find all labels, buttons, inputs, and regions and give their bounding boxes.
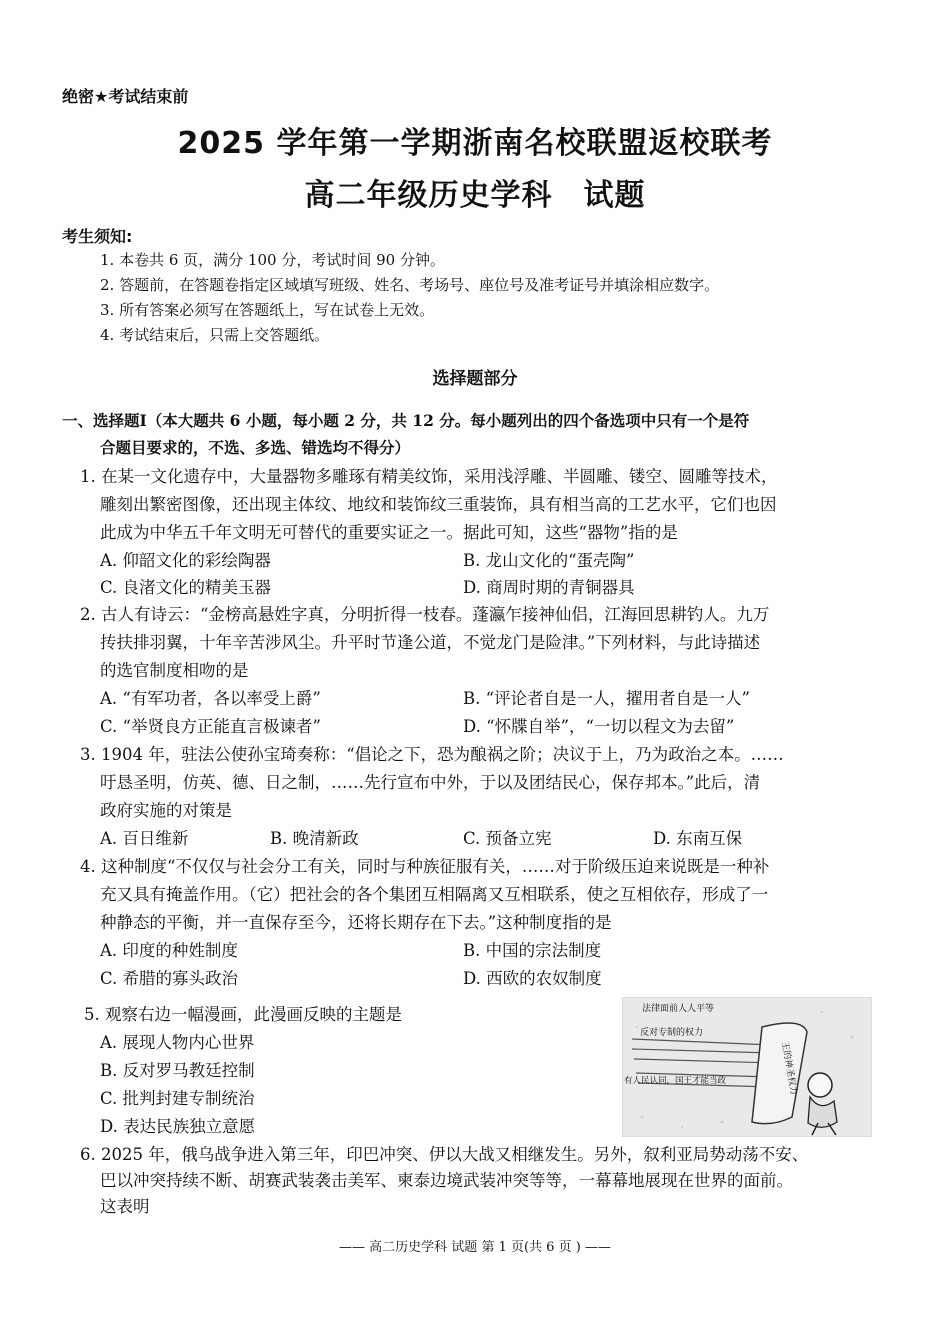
question-4-option-c[interactable]: C. 希腊的寡头政治 [100, 969, 239, 988]
cartoon-label-middle: 反对专制的权力 [640, 1028, 704, 1038]
question-4-text: 种静态的平衡，并一直保存至今，还将长期存在下去。”这种制度指的是 [100, 913, 612, 932]
confidential-label: 绝密★考试结束前 [62, 87, 189, 106]
question-2-text: 2. 古人有诗云：“金榜高悬姓字真，分明折得一枝春。蓬瀛乍接神仙侣，江海回思耕钓人。九万 [80, 605, 770, 624]
question-1-option-b[interactable]: B. 龙山文化的“蛋壳陶” [463, 551, 635, 570]
question-2-text: 抟扶排羽翼，十年辛苦涉风尘。升平时节逢公道，不觉龙门是险津。”下列材料，与此诗描述 [100, 633, 761, 652]
question-4-text: 充又具有掩盖作用。（它）把社会的各个集团互相隔离又互相联系，使之互相依存，形成了一 [100, 885, 769, 904]
question-5-option-c[interactable]: C. 批判封建专制统治 [100, 1089, 255, 1108]
page-footer: —— 高二历史学科 试题 第 1 页(共 6 页 ) —— [339, 1240, 611, 1255]
question-1-option-c[interactable]: C. 良渚文化的精美玉器 [100, 578, 272, 597]
question-4-option-d[interactable]: D. 西欧的农奴制度 [463, 969, 602, 988]
question-6-text: 6. 2025 年，俄乌战争进入第三年，印巴冲突、伊以大战又相继发生。另外，叙利亚局势动荡不安、 [80, 1145, 809, 1164]
question-5-text: 5. 观察右边一幅漫画，此漫画反映的主题是 [84, 1005, 402, 1024]
cartoon-image [622, 997, 872, 1137]
question-6-text: 这表明 [100, 1197, 150, 1216]
question-3-text: 政府实施的对策是 [100, 801, 232, 820]
part-heading-cont: 合题目要求的，不选、多选、错选均不得分） [100, 438, 411, 457]
question-1-text: 雕刻出繁密图像，还出现主体纹、地纹和装饰纹三重装饰，具有相当高的工艺水平，它们也因 [100, 495, 777, 514]
question-3-option-d[interactable]: D. 东南互保 [653, 829, 743, 848]
instruction-item: 2. 答题前，在答题卷指定区域填写班级、姓名、考场号、座位号及准考证号并填涂相应数字。 [100, 276, 720, 294]
cartoon-label-bottom: 有人民认同，国王才能当政 [624, 1076, 727, 1086]
exam-title: 2025 学年第一学期浙南名校联盟返校联考 [177, 126, 773, 161]
question-1-text: 1. 在某一文化遗存中，大量器物多雕琢有精美纹饰，采用浅浮雕、半圆雕、镂空、圆雕等技术， [80, 467, 778, 486]
question-5-option-b[interactable]: B. 反对罗马教廷控制 [100, 1061, 255, 1080]
question-3-text: 3. 1904 年，驻法公使孙宝琦奏称：“倡论之下，恐为酿祸之阶；决议于上，乃为政治之本。…… [80, 745, 784, 764]
question-2-option-a[interactable]: A. “有军功者，各以率受上爵” [100, 689, 321, 708]
question-2-option-b[interactable]: B. “评论者自是一人，擢用者自是一人” [463, 689, 750, 708]
cartoon-label-shield: 王的神圣权力 [779, 1040, 799, 1096]
question-3-option-c[interactable]: C. 预备立宪 [463, 829, 552, 848]
section-title: 选择题部分 [432, 369, 518, 389]
question-5-option-a[interactable]: A. 展现人物内心世界 [100, 1033, 255, 1052]
question-2-option-c[interactable]: C. “举贤良方正能直言极谏者” [100, 717, 321, 736]
question-2-option-d[interactable]: D. “怀牒自举”，“一切以程文为去留” [463, 717, 735, 736]
question-5-option-d[interactable]: D. 表达民族独立意愿 [100, 1117, 256, 1136]
question-4-option-b[interactable]: B. 中国的宗法制度 [463, 941, 602, 960]
instruction-item: 3. 所有答案必须写在答题纸上，写在试卷上无效。 [100, 301, 435, 319]
question-2-text: 的选官制度相吻的是 [100, 661, 249, 680]
part-heading: 一、选择题Ⅰ（本大题共 6 小题，每小题 2 分，共 12 分。每小题列出的四个备选项中只有一个是符 [62, 411, 750, 430]
instructions-heading: 考生须知: [62, 227, 133, 246]
question-3-text: 吁恳圣明，仿英、德、日之制，……先行宣布中外，于以及团结民心，保存邦本。”此后，清 [100, 773, 761, 792]
question-4-text: 4. 这种制度“不仅仅与社会分工有关，同时与种族征服有关，……对于阶级压迫来说既是一种补 [80, 857, 770, 876]
question-4-option-a[interactable]: A. 印度的种姓制度 [100, 941, 238, 960]
question-1-option-d[interactable]: D. 商周时期的青铜器具 [463, 578, 635, 597]
question-1-option-a[interactable]: A. 仰韶文化的彩绘陶器 [100, 551, 271, 570]
question-3-option-a[interactable]: A. 百日维新 [100, 829, 189, 848]
instruction-item: 1. 本卷共 6 页，满分 100 分，考试时间 90 分钟。 [100, 251, 445, 269]
instruction-item: 4. 考试结束后，只需上交答题纸。 [100, 326, 330, 344]
exam-subtitle: 高二年级历史学科 试题 [304, 178, 646, 213]
question-6-text: 巴以冲突持续不断、胡赛武装袭击美军、柬泰边境武装冲突等等，一幕幕地展现在世界的面前。 [100, 1171, 793, 1190]
question-3-option-b[interactable]: B. 晚清新政 [270, 829, 359, 848]
question-1-text: 此成为中华五千年文明无可替代的重要实证之一。据此可知，这些“器物”指的是 [100, 523, 678, 542]
cartoon-label-top: 法律面前人人平等 [642, 1004, 715, 1014]
